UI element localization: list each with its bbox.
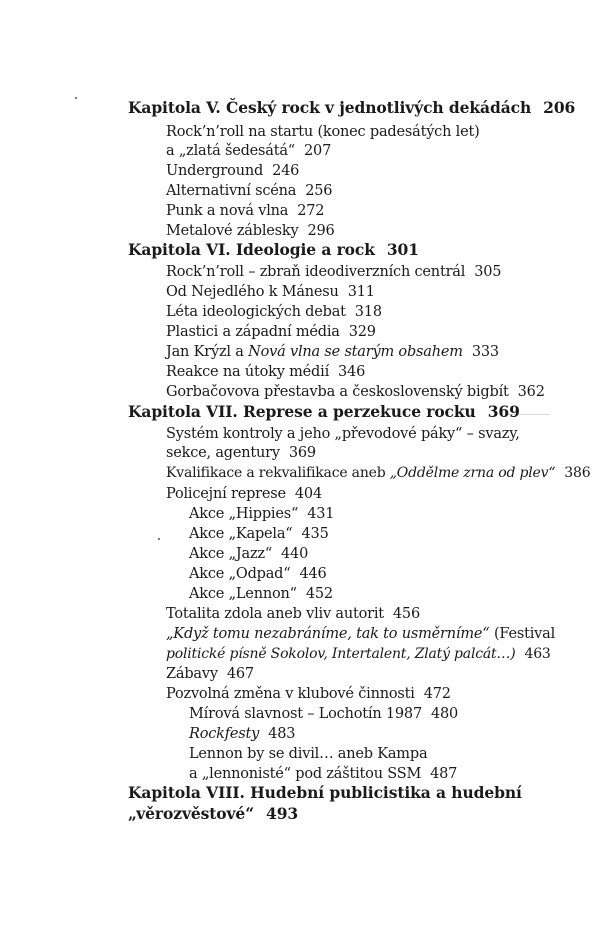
page-number: 272 bbox=[297, 203, 325, 219]
entry-title: Akce „Jazz“ bbox=[189, 546, 273, 562]
entry-title-italic: „Oddělme zrna od plev“ bbox=[389, 465, 556, 481]
entry-title: Underground bbox=[166, 163, 264, 179]
page-number: 452 bbox=[305, 586, 333, 602]
toc-entry bbox=[166, 624, 555, 644]
page-number: 446 bbox=[299, 566, 327, 582]
page-number: 329 bbox=[348, 324, 376, 340]
entry-title: Akce „Kapela“ bbox=[189, 526, 293, 542]
entry-title: Akce „Odpad“ bbox=[189, 566, 291, 582]
page-number: 333 bbox=[471, 344, 499, 360]
entry-title: a „zlatá šedesátá“ bbox=[166, 143, 296, 159]
page-number: 369 bbox=[487, 402, 520, 421]
toc-entry bbox=[166, 604, 420, 624]
toc-entry bbox=[166, 443, 316, 463]
toc-entry bbox=[166, 181, 332, 201]
toc-entry bbox=[189, 504, 334, 524]
page-number: 246 bbox=[272, 163, 300, 179]
chapter-title: Kapitola VI. Ideologie a rock bbox=[128, 240, 375, 259]
page-number: 435 bbox=[301, 526, 329, 542]
entry-title: Jan Krýzl a bbox=[166, 344, 244, 360]
entry-title: Rock’n’roll na startu (konec padesátých let) bbox=[166, 124, 480, 140]
page-number: 487 bbox=[430, 766, 458, 782]
toc-entry bbox=[166, 424, 520, 444]
toc-entry bbox=[166, 664, 254, 684]
entry-title: Kvalifikace a rekvalifikace aneb bbox=[166, 465, 386, 481]
toc-entry bbox=[166, 122, 480, 142]
scan-speck bbox=[75, 97, 77, 99]
entry-title: Alternativní scéna bbox=[166, 183, 297, 199]
page-number: 483 bbox=[268, 726, 296, 742]
page-number: 207 bbox=[304, 143, 332, 159]
entry-title: (Festival bbox=[493, 626, 556, 642]
entry-title: Od Nejedlého k Mánesu bbox=[166, 284, 339, 300]
chapter-5-heading bbox=[128, 98, 575, 118]
toc-entry bbox=[166, 644, 551, 664]
toc-entry bbox=[189, 524, 329, 544]
chapter-8-heading bbox=[128, 783, 522, 803]
entry-title-italic: politické písně Sokolov, Intertalent, Zlatý palcát…) bbox=[166, 646, 516, 662]
toc-entry bbox=[166, 141, 331, 161]
page-number: 493 bbox=[266, 804, 299, 823]
entry-title-italic: Nová vlna se starým obsahem bbox=[248, 344, 463, 360]
page-number: 467 bbox=[226, 666, 254, 682]
page-number: 362 bbox=[517, 384, 545, 400]
entry-title: Akce „Hippies“ bbox=[189, 506, 299, 522]
toc-entry bbox=[166, 342, 499, 362]
chapter-7-heading bbox=[128, 402, 520, 422]
entry-title: Reakce na útoky médií bbox=[166, 364, 330, 380]
entry-title: Totalita zdola aneb vliv autorit bbox=[166, 606, 384, 622]
entry-title: Punk a nová vlna bbox=[166, 203, 289, 219]
entry-title: Zábavy bbox=[166, 666, 218, 682]
toc-entry bbox=[166, 322, 376, 342]
toc-entry bbox=[166, 684, 451, 704]
page-number: 431 bbox=[307, 506, 335, 522]
toc-entry bbox=[166, 262, 501, 282]
toc-entry bbox=[189, 704, 458, 724]
page-number: 301 bbox=[386, 240, 419, 259]
toc-entry bbox=[166, 302, 382, 322]
toc-entry bbox=[166, 463, 590, 483]
entry-title: sekce, agentury bbox=[166, 445, 280, 461]
page-number: 480 bbox=[430, 706, 459, 722]
chapter-title: Kapitola VIII. Hudební publicistika a hudební bbox=[128, 783, 522, 802]
entry-title: Plastici a západní média bbox=[166, 324, 340, 340]
scan-speck bbox=[158, 538, 160, 540]
entry-title: Mírová slavnost – Lochotín 1987 bbox=[189, 706, 422, 722]
toc-entry bbox=[166, 282, 375, 302]
entry-title: Léta ideologických debat bbox=[166, 304, 346, 320]
page-number: 386 bbox=[564, 465, 591, 481]
toc-entry bbox=[189, 544, 308, 564]
toc-entry bbox=[166, 201, 324, 221]
entry-title-italic: „Když tomu nezabráníme, tak to usměrníme“ bbox=[166, 626, 490, 642]
entry-title: Akce „Lennon“ bbox=[189, 586, 297, 602]
toc-entry bbox=[189, 564, 327, 584]
toc-entry bbox=[189, 584, 333, 604]
entry-title: Metalové záblesky bbox=[166, 223, 299, 239]
toc-entry bbox=[189, 764, 457, 784]
page-number: 206 bbox=[543, 98, 576, 117]
toc-entry bbox=[166, 382, 545, 402]
toc-entry bbox=[189, 724, 295, 744]
entry-title: Gorbačovova přestavba a československý bigbít bbox=[166, 384, 509, 400]
chapter-6-heading bbox=[128, 240, 419, 260]
page-number: 256 bbox=[305, 183, 333, 199]
toc-entry bbox=[166, 362, 365, 382]
chapter-title: Kapitola V. Český rock v jednotlivých dekádách bbox=[128, 98, 532, 117]
page-number: 318 bbox=[354, 304, 382, 320]
entry-title: Policejní represe bbox=[166, 486, 286, 502]
page-number: 296 bbox=[307, 223, 335, 239]
page-number: 404 bbox=[294, 486, 322, 502]
page-number: 346 bbox=[338, 364, 366, 380]
entry-title: Systém kontroly a jeho „převodové páky“ – svazy, bbox=[166, 426, 520, 442]
toc-entry bbox=[166, 484, 322, 504]
entry-title: Lennon by se divil… aneb Kampa bbox=[189, 746, 428, 762]
entry-title: a „lennonisté“ pod záštitou SSM bbox=[189, 766, 422, 782]
page-number: 305 bbox=[474, 264, 502, 280]
entry-title: Rock’n’roll – zbraň ideodiverzních centrál bbox=[166, 264, 466, 280]
chapter-title: Kapitola VII. Represe a perzekuce rocku bbox=[128, 402, 476, 421]
chapter-title: „věrozvěstové“ bbox=[128, 804, 255, 823]
entry-title-italic: Rockfesty bbox=[189, 726, 260, 742]
page-number: 311 bbox=[347, 284, 375, 300]
page-number: 472 bbox=[423, 686, 451, 702]
page-number: 369 bbox=[288, 445, 316, 461]
toc-entry bbox=[166, 161, 299, 181]
toc-entry bbox=[166, 221, 335, 241]
toc-entry bbox=[189, 744, 427, 764]
page-number: 463 bbox=[524, 646, 551, 662]
chapter-8-heading-cont bbox=[128, 804, 298, 824]
entry-title: Pozvolná změna v klubové činnosti bbox=[166, 686, 415, 702]
page-number: 440 bbox=[281, 546, 309, 562]
page-number: 456 bbox=[392, 606, 420, 622]
